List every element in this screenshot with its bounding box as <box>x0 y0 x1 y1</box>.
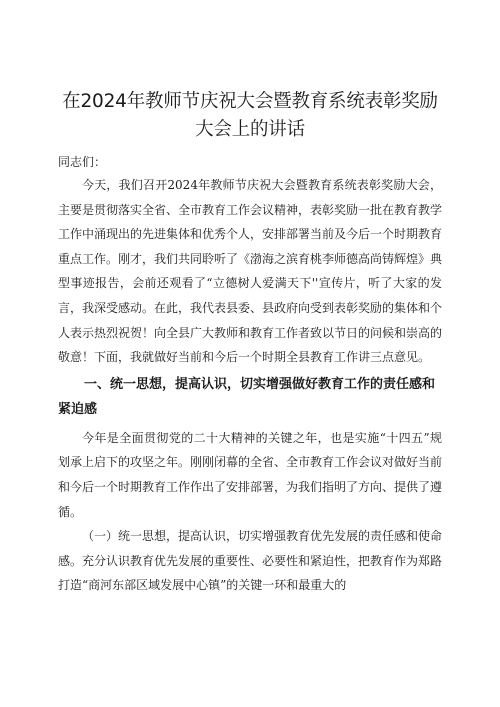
intro-paragraph: 今天，我们召开2024年教师节庆祝大会暨教育系统表彰奖励大会，主要是贯彻落实全省、全市教育工作会议精神，表彰奖励一批在教育教学工作中涌现出的先进集体和优秀个人，安排部署当前及今后一个时期教育重点工作。刚才，我们共同聆听了《渤海之滨育桃李师德高尚铸辉煌》典型事迹报告，会前还观看了“立德树人爱满天下''宣传片，听了大家的发言，我深受感动。在此，我代表县委、县政府向受到表彰奖励的集体和个人表示热烈祝贺！向全县广大教师和教育工作者致以节日的问候和崇高的敬意！下面，我就做好当前和今后一个时期全县教育工作讲三点意见。 <box>58 178 443 365</box>
salutation: 同志们： <box>58 155 107 169</box>
document-title: 在2024年教师节庆祝大会暨教育系统表彰奖励大会上的讲话 <box>62 91 438 140</box>
section-paragraph-1: 今年是全面贯彻党的二十大精神的关键之年，也是实施“十四五”规划承上启下的攻坚之年。刚刚闭幕的全省、全市教育工作会议对做好当前和今后一个时期教育工作作出了安排部署，为我们指明了方向、提供了遵循。 <box>58 430 443 519</box>
section-heading-1: 一、统一思想，提高认识，切实增强做好教育工作的责任感和紧迫感 <box>58 376 436 417</box>
section-paragraph-2: （一）统一思想，提高认识，切实增强教育优先发展的责任感和使命感。充分认识教育优先发展的重要性、必要性和紧迫性，把教育作为郑路打造“商河东部区域发展中心镇”的关键一环和最重大的 <box>58 529 443 593</box>
